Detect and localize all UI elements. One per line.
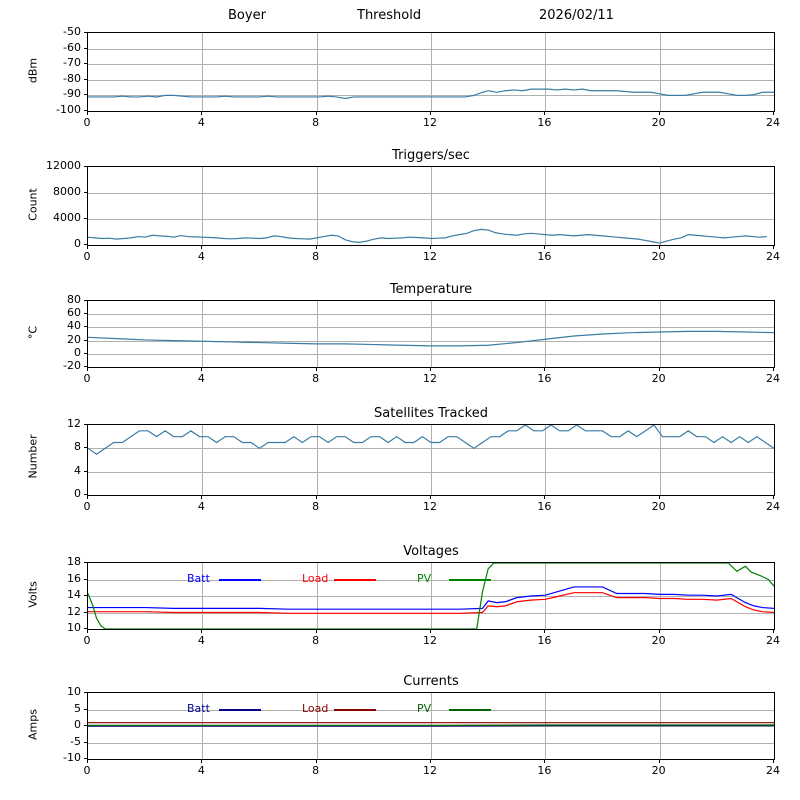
- plot-title-currents: Currents: [403, 674, 459, 689]
- legend-swatch-load: [334, 709, 376, 711]
- y-tick-label: -90: [63, 87, 81, 101]
- legend-label-batt: Batt: [187, 702, 210, 715]
- x-tick-mark: [316, 496, 317, 499]
- y-tick-label: 0: [74, 345, 81, 359]
- y-axis-label-triggers: Count: [26, 188, 40, 221]
- x-tick-label: 12: [423, 250, 437, 263]
- x-tick-mark: [87, 112, 88, 115]
- x-tick-label: 0: [83, 116, 91, 129]
- x-tick-mark: [773, 496, 774, 499]
- x-tick-label: 8: [312, 634, 320, 647]
- y-tick-label: 5: [74, 701, 81, 715]
- x-tick-label: 16: [537, 634, 552, 647]
- series-line-number: [88, 425, 774, 454]
- x-tick-mark: [544, 368, 545, 371]
- y-tick-label: -60: [63, 40, 81, 54]
- x-tick-mark: [544, 496, 545, 499]
- series-layer-satellites: [88, 425, 774, 495]
- y-tick-label: 20: [67, 332, 81, 346]
- x-tick-mark: [430, 246, 431, 249]
- x-tick-mark: [87, 368, 88, 371]
- x-tick-mark: [316, 760, 317, 763]
- series-layer-temperature: [88, 301, 774, 367]
- legend-label-pv: PV: [417, 702, 432, 715]
- legend-swatch-batt: [219, 579, 261, 581]
- x-tick-label: 12: [423, 634, 437, 647]
- x-tick-label: 8: [312, 764, 320, 777]
- y-tick-mark: [84, 595, 87, 596]
- x-tick-mark: [201, 630, 202, 633]
- figure-header: [0, 8, 800, 28]
- x-tick-mark: [659, 496, 660, 499]
- x-tick-mark: [87, 246, 88, 249]
- series-line-c: [88, 331, 774, 346]
- x-tick-label: 24: [766, 250, 780, 263]
- y-tick-label: -10: [63, 751, 81, 764]
- y-tick-label: 12: [67, 417, 81, 430]
- x-tick-mark: [201, 112, 202, 115]
- y-tick-mark: [84, 471, 87, 472]
- y-tick-label: 4: [74, 463, 81, 477]
- x-tick-label: 20: [651, 634, 666, 647]
- y-axis-label-temperature: °C: [26, 325, 40, 340]
- x-tick-label: 0: [83, 764, 91, 777]
- y-tick-label: 0: [74, 237, 81, 250]
- x-tick-label: 16: [537, 250, 552, 263]
- x-tick-label: 24: [766, 764, 780, 777]
- x-tick-label: 20: [651, 116, 666, 129]
- y-tick-label: 4000: [53, 211, 81, 224]
- x-tick-mark: [316, 630, 317, 633]
- series-line-count: [88, 229, 767, 243]
- x-tick-label: 4: [197, 116, 205, 129]
- y-tick-label: 10: [67, 621, 81, 634]
- y-tick-mark: [84, 612, 87, 613]
- y-tick-mark: [84, 424, 87, 425]
- y-tick-mark: [84, 494, 87, 495]
- x-tick-mark: [659, 630, 660, 633]
- x-tick-label: 16: [537, 116, 552, 129]
- y-tick-mark: [84, 692, 87, 693]
- y-tick-label: -5: [70, 734, 81, 748]
- x-tick-mark: [201, 246, 202, 249]
- x-tick-label: 8: [312, 372, 320, 385]
- axes-signal: [87, 32, 775, 112]
- x-tick-mark: [316, 246, 317, 249]
- legend-swatch-pv: [449, 579, 491, 581]
- x-tick-mark: [659, 368, 660, 371]
- x-tick-label: 4: [197, 634, 205, 647]
- x-tick-mark: [659, 112, 660, 115]
- y-tick-mark: [84, 725, 87, 726]
- x-tick-mark: [430, 630, 431, 633]
- series-line-load: [88, 593, 774, 614]
- x-tick-label: 16: [537, 372, 552, 385]
- plot-title-satellites: Satellites Tracked: [374, 406, 488, 421]
- y-axis-label-currents: Amps: [26, 709, 40, 740]
- legend-swatch-load: [334, 579, 376, 581]
- legend-label-pv: PV: [417, 572, 432, 585]
- y-tick-mark: [84, 79, 87, 80]
- y-tick-label: 10: [67, 685, 81, 698]
- x-tick-label: 4: [197, 764, 205, 777]
- y-tick-mark: [84, 313, 87, 314]
- y-tick-mark: [84, 579, 87, 580]
- y-tick-mark: [84, 353, 87, 354]
- y-tick-label: 8000: [53, 185, 81, 198]
- y-tick-mark: [84, 48, 87, 49]
- x-tick-mark: [773, 246, 774, 249]
- x-tick-mark: [201, 760, 202, 763]
- y-tick-label: 40: [67, 319, 81, 333]
- y-tick-mark: [84, 218, 87, 219]
- x-tick-label: 4: [197, 250, 205, 263]
- axes-satellites: [87, 424, 775, 496]
- plot-title-voltages: Voltages: [403, 544, 459, 559]
- axes-temperature: [87, 300, 775, 368]
- legend-swatch-batt: [219, 709, 261, 711]
- x-tick-mark: [430, 496, 431, 499]
- y-tick-label: 0: [74, 718, 81, 731]
- y-tick-mark: [84, 63, 87, 64]
- y-tick-mark: [84, 758, 87, 759]
- y-tick-mark: [84, 366, 87, 367]
- x-tick-mark: [87, 496, 88, 499]
- y-tick-mark: [84, 562, 87, 563]
- y-tick-label: 0: [74, 487, 81, 500]
- x-tick-label: 8: [312, 500, 320, 513]
- y-tick-mark: [84, 110, 87, 111]
- x-tick-label: 16: [537, 500, 552, 513]
- y-tick-label: 12: [67, 604, 81, 618]
- x-tick-mark: [201, 496, 202, 499]
- x-tick-mark: [773, 368, 774, 371]
- header-site: Boyer: [228, 8, 266, 23]
- series-line-dbm: [88, 89, 774, 98]
- y-tick-label: 16: [67, 571, 81, 585]
- y-tick-label: -100: [56, 103, 81, 116]
- x-tick-label: 0: [83, 500, 91, 513]
- y-tick-mark: [84, 94, 87, 95]
- y-axis-label-signal: dBm: [26, 57, 40, 84]
- y-tick-label: -20: [63, 359, 81, 372]
- x-tick-mark: [544, 630, 545, 633]
- x-tick-label: 20: [651, 372, 666, 385]
- x-tick-label: 8: [312, 250, 320, 263]
- x-tick-mark: [201, 368, 202, 371]
- x-tick-mark: [544, 246, 545, 249]
- y-tick-label: 14: [67, 588, 81, 601]
- y-tick-mark: [84, 32, 87, 33]
- y-tick-label: 18: [67, 555, 81, 568]
- y-axis-label-satellites: Number: [26, 434, 40, 479]
- x-tick-mark: [659, 760, 660, 763]
- series-layer-signal: [88, 33, 774, 111]
- header-mode: Threshold: [357, 8, 422, 23]
- legend-label-load: Load: [302, 702, 329, 715]
- y-tick-mark: [84, 300, 87, 301]
- y-tick-label: 8: [74, 440, 81, 454]
- x-tick-label: 16: [537, 764, 552, 777]
- x-tick-label: 24: [766, 634, 780, 647]
- x-tick-label: 12: [423, 116, 437, 129]
- x-tick-label: 12: [423, 500, 437, 513]
- y-axis-label-voltages: Volts: [26, 581, 40, 608]
- x-tick-label: 20: [651, 764, 666, 777]
- x-tick-mark: [430, 368, 431, 371]
- x-tick-label: 20: [651, 500, 666, 513]
- x-tick-mark: [659, 246, 660, 249]
- x-tick-mark: [87, 760, 88, 763]
- x-tick-label: 24: [766, 500, 780, 513]
- x-tick-mark: [773, 112, 774, 115]
- y-tick-mark: [84, 742, 87, 743]
- y-tick-mark: [84, 244, 87, 245]
- series-layer-triggers: [88, 167, 774, 245]
- x-tick-mark: [773, 760, 774, 763]
- y-tick-label: -80: [63, 71, 81, 85]
- x-tick-label: 12: [423, 764, 437, 777]
- x-tick-label: 12: [423, 372, 437, 385]
- x-tick-label: 24: [766, 116, 780, 129]
- x-tick-label: 8: [312, 116, 320, 129]
- y-tick-mark: [84, 166, 87, 167]
- y-tick-label: -70: [63, 56, 81, 70]
- x-tick-label: 0: [83, 372, 91, 385]
- plot-title-temperature: Temperature: [389, 282, 473, 297]
- legend-swatch-pv: [449, 709, 491, 711]
- y-tick-mark: [84, 447, 87, 448]
- y-tick-label: -50: [63, 25, 81, 38]
- y-tick-label: 80: [67, 293, 81, 306]
- x-tick-mark: [87, 630, 88, 633]
- x-tick-mark: [773, 630, 774, 633]
- y-tick-mark: [84, 709, 87, 710]
- y-tick-mark: [84, 326, 87, 327]
- x-tick-label: 0: [83, 250, 91, 263]
- y-tick-label: 12000: [46, 159, 81, 172]
- y-tick-mark: [84, 340, 87, 341]
- x-tick-label: 0: [83, 634, 91, 647]
- x-tick-mark: [430, 760, 431, 763]
- legend-label-load: Load: [302, 572, 329, 585]
- x-tick-mark: [544, 112, 545, 115]
- legend-label-batt: Batt: [187, 572, 210, 585]
- axes-triggers: [87, 166, 775, 246]
- y-tick-label: 60: [67, 306, 81, 320]
- x-tick-mark: [430, 112, 431, 115]
- x-tick-label: 20: [651, 250, 666, 263]
- x-tick-mark: [316, 112, 317, 115]
- x-tick-label: 4: [197, 500, 205, 513]
- x-tick-mark: [544, 760, 545, 763]
- plot-title-triggers: Triggers/sec: [392, 148, 470, 163]
- x-tick-label: 24: [766, 372, 780, 385]
- header-date: 2026/02/11: [539, 8, 614, 23]
- y-tick-mark: [84, 628, 87, 629]
- x-tick-mark: [316, 368, 317, 371]
- x-tick-label: 4: [197, 372, 205, 385]
- y-tick-mark: [84, 192, 87, 193]
